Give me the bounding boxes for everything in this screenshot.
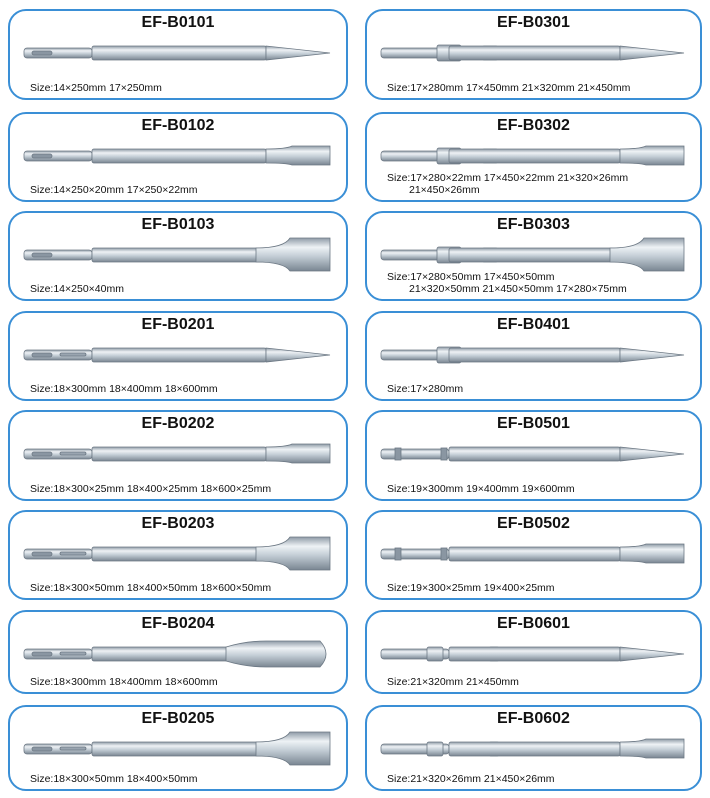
product-code: EF-B0401	[497, 316, 570, 333]
size-line: Size:14×250mm 17×250mm	[30, 82, 162, 94]
size-line: Size:18×300mm 18×400mm 18×600mm	[30, 676, 218, 688]
size-spec	[387, 172, 692, 196]
size-spec	[387, 271, 692, 295]
product-card-ef-b0401	[365, 311, 702, 401]
product-card-ef-b0303	[365, 211, 702, 301]
chisel-illustration	[377, 337, 690, 373]
product-card-ef-b0102	[8, 112, 348, 202]
size-line: Size:17×280×22mm 17×450×22mm 21×320×26mm	[387, 172, 629, 184]
product-code: EF-B0203	[141, 515, 215, 532]
chisel-illustration	[377, 35, 690, 71]
size-line: Size:14×250×20mm 17×250×22mm	[30, 184, 198, 196]
chisel-illustration	[20, 536, 336, 572]
product-card-ef-b0501	[365, 410, 702, 501]
size-spec	[30, 582, 338, 594]
product-card-ef-b0602	[365, 705, 702, 791]
size-line: Size:18×300×50mm 18×400×50mm	[30, 773, 198, 785]
product-card-ef-b0103	[8, 211, 348, 301]
chisel-illustration	[20, 337, 336, 373]
product-code: EF-B0205	[141, 710, 215, 727]
chisel-illustration	[20, 138, 336, 174]
product-code: EF-B0302	[497, 117, 570, 134]
chisel-illustration	[377, 536, 690, 572]
product-card-ef-b0601	[365, 610, 702, 694]
chisel-illustration	[377, 731, 690, 767]
product-card-ef-b0201	[8, 311, 348, 401]
product-card-ef-b0302	[365, 112, 702, 202]
chisel-illustration	[20, 436, 336, 472]
size-line: Size:18×300mm 18×400mm 18×600mm	[30, 383, 218, 395]
size-line: Size:19×300×25mm 19×400×25mm	[387, 582, 555, 594]
size-line: Size:19×300mm 19×400mm 19×600mm	[387, 483, 575, 495]
product-card-ef-b0101	[8, 9, 348, 100]
size-spec	[30, 483, 338, 495]
chisel-illustration	[377, 237, 690, 273]
chisel-illustration	[377, 636, 690, 672]
product-code: EF-B0201	[141, 316, 215, 333]
size-spec	[30, 676, 338, 688]
product-code: EF-B0102	[141, 117, 215, 134]
size-line: Size:18×300×50mm 18×400×50mm 18×600×50mm	[30, 582, 272, 594]
chisel-illustration	[20, 731, 336, 767]
product-card-ef-b0205	[8, 705, 348, 791]
size-spec	[30, 383, 338, 395]
product-code: EF-B0204	[141, 615, 215, 632]
size-line: Size:17×280×50mm 17×450×50mm	[387, 271, 555, 283]
size-spec	[30, 82, 338, 94]
chisel-illustration	[377, 436, 690, 472]
size-line: 21×320×50mm 21×450×50mm 17×280×75mm	[409, 283, 627, 295]
product-code: EF-B0502	[497, 515, 570, 532]
product-code: EF-B0202	[141, 415, 215, 432]
size-line: Size:21×320×26mm 21×450×26mm	[387, 773, 555, 785]
chisel-illustration	[20, 636, 336, 672]
product-card-ef-b0203	[8, 510, 348, 600]
product-code: EF-B0303	[497, 216, 570, 233]
size-line: Size:17×280mm 17×450mm 21×320mm 21×450mm	[387, 82, 631, 94]
product-code: EF-B0501	[497, 415, 570, 432]
size-line: Size:18×300×25mm 18×400×25mm 18×600×25mm	[30, 483, 272, 495]
size-spec	[30, 283, 338, 295]
size-line: Size:21×320mm 21×450mm	[387, 676, 519, 688]
product-code: EF-B0101	[141, 14, 215, 31]
product-code: EF-B0103	[141, 216, 215, 233]
product-code: EF-B0301	[497, 14, 570, 31]
product-card-ef-b0301	[365, 9, 702, 100]
size-spec	[387, 676, 692, 688]
product-code: EF-B0602	[497, 710, 570, 727]
size-line: 21×450×26mm	[409, 184, 480, 196]
size-spec	[30, 184, 338, 196]
size-spec	[387, 383, 692, 395]
size-spec	[30, 773, 338, 785]
chisel-illustration	[20, 35, 336, 71]
chisel-illustration	[20, 237, 336, 273]
product-card-ef-b0204	[8, 610, 348, 694]
product-code: EF-B0601	[497, 615, 570, 632]
size-line: Size:14×250×40mm	[30, 283, 124, 295]
size-spec	[387, 483, 692, 495]
size-spec	[387, 773, 692, 785]
product-card-ef-b0502	[365, 510, 702, 600]
chisel-illustration	[377, 138, 690, 174]
product-card-ef-b0202	[8, 410, 348, 501]
size-spec	[387, 82, 692, 94]
size-spec	[387, 582, 692, 594]
size-line: Size:17×280mm	[387, 383, 464, 395]
